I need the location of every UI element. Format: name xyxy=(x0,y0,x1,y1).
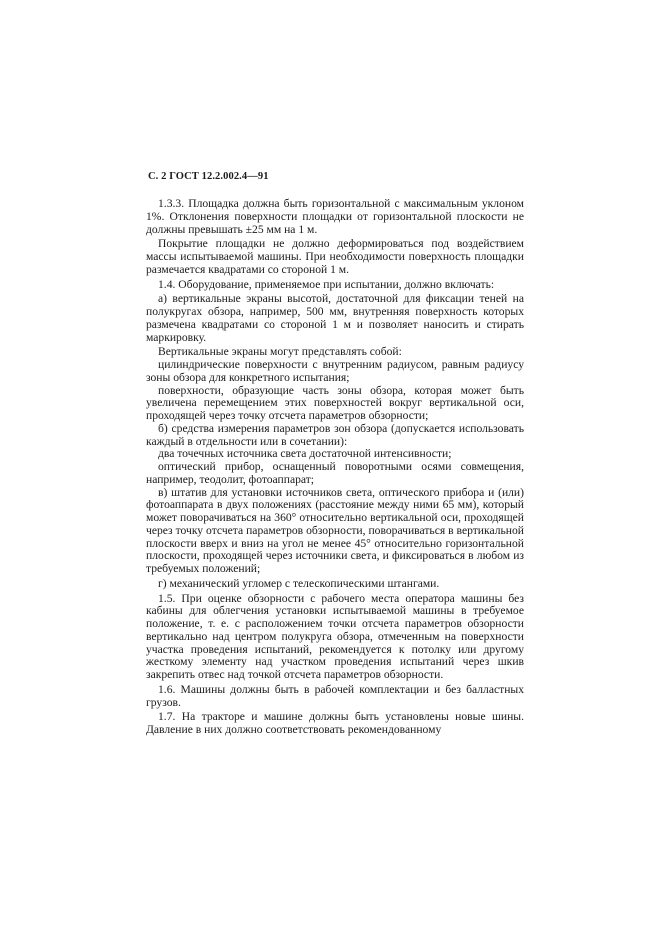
paragraph-1-7: 1.7. На тракторе и машине должны быть установлены новые шины. Давление в них должно соответствовать рекомендованному xyxy=(146,710,524,736)
paragraph-light-sources: два точечных источника света достаточной интенсивности; xyxy=(158,447,452,461)
paragraph-surfaces: поверхности, образующие часть зоны обзора, которая может быть увеличена перемещением этих поверхностей вокруг вертикальной оси, проходящей через точку отсчета параметров обзорности; xyxy=(146,383,524,422)
paragraph-1-4-v: в) штатив для установки источников света, оптического прибора и (или) фотоаппарата в двух положениях (расстояние между ними 65 мм), который может поворачиваться на 360° относительно вертикальной оси, проходящей через точку отсчета параметров обзорности, поворачиваться в вертикальной плоскости вверх и вниз на угол не менее 45° относительно горизонтальной плоскости, проходящей через источники света, и фиксироваться в любом из требуемых положений; xyxy=(146,485,524,575)
paragraph-1-5: 1.5. При оценке обзорности с рабочего места оператора машины без кабины для облегчения установки испытываемой машины в требуемое положение, т. е. с расположением точки отсчета параметров обзорности вертикально над центром полукруга обзора, отмеченным на поверхности участка проведения испытаний, рекомендуется к потолку или другому жесткому элементу над участком проведения испытаний через шкив закрепить отвес над точкой отсчета параметров обзорности. xyxy=(146,591,524,681)
paragraph-1-6: 1.6. Машины должны быть в рабочей комплектации и без балластных грузов. xyxy=(146,682,524,709)
paragraph-1-3-3: 1.3.3. Площадка должна быть горизонтальной с максимальным уклоном 1%. Отклонения поверхности площадки от горизонтальной плоскости не должны превышать ±25 мм на 1 м. xyxy=(146,197,524,236)
document-body xyxy=(146,198,524,737)
paragraph-1-4-b: б) средства измерения параметров зон обзора (допускается использовать каждый в отдельности или в сочетании): xyxy=(146,421,524,448)
paragraph-1-4: 1.4. Оборудование, применяемое при испытании, должно включать: xyxy=(158,277,495,291)
paragraph-1-4-g: г) механический угломер с телескопическими штангами. xyxy=(158,576,440,590)
paragraph-coating: Покрытие площадки не должно деформироваться под воздействием массы испытываемой машины. При необходимости поверхность площадки размечается квадратами со стороной 1 м. xyxy=(146,237,524,276)
page-header: С. 2 ГОСТ 12.2.002.4—91 xyxy=(148,171,269,182)
paragraph-1-4-a: а) вертикальные экраны высотой, достаточной для фиксации теней на полукругах обзора, например, 500 мм, внутренняя поверхность которых размечена квадратами со стороной 1 м и позволяет наносить и стирать маркировку. xyxy=(146,292,524,344)
paragraph-cylindrical: цилиндрические поверхности с внутренним радиусом, равным радиусу зоны обзора для конкретного испытания; xyxy=(146,358,524,384)
paragraph-optical-device: оптический прибор, оснащенный поворотными осями совмещения, например, теодолит, фотоаппарат; xyxy=(146,460,524,486)
paragraph-screens-intro: Вертикальные экраны могут представлять собой: xyxy=(158,345,402,359)
